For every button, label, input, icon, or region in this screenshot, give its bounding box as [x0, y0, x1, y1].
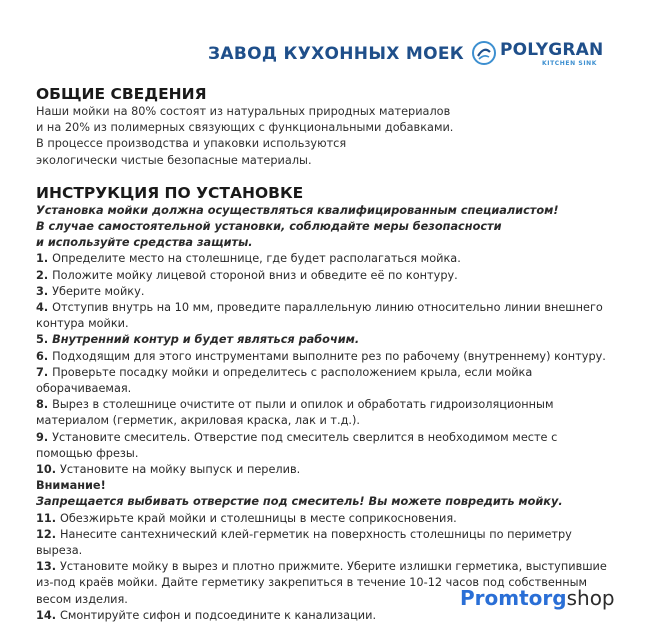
step-text: Положите мойку лицевой стороной вниз и обведите её по контуру.	[52, 268, 458, 282]
logo-sub-text: KITCHEN SINK	[542, 60, 598, 67]
promtorgshop-watermark: Promtorgshop	[460, 586, 615, 610]
step-number: 7.	[36, 365, 53, 379]
step-text: Проверьте посадку мойки и определитесь с расположением крыла, если мойка оборачиваемая.	[36, 365, 533, 396]
instruction-step	[36, 284, 616, 300]
step-text: Уберите мойку.	[52, 284, 145, 298]
instruction-step	[36, 349, 616, 365]
step-number: 2.	[36, 268, 53, 282]
step-text: Обезжирьте край мойки и столешницы в месте соприкосновения.	[59, 511, 457, 525]
warning-line: Установка мойки должна осуществляться квалифицированным специалистом!	[36, 203, 559, 217]
step-text: Установите на мойку выпуск и перелив.	[59, 463, 301, 477]
logo-main-text: POLYGRAN	[500, 40, 604, 60]
general-line: и на 20% из полимерных связующих с функциональными добавками.	[36, 121, 454, 135]
instruction-step	[36, 527, 616, 559]
instruction-step	[36, 365, 616, 397]
instruction-step	[36, 268, 616, 284]
step-number: 12.	[36, 527, 60, 541]
step-number: 11.	[36, 511, 60, 525]
step-number: 4.	[36, 301, 53, 315]
general-heading: ОБЩИЕ СВЕДЕНИЯ	[36, 85, 207, 103]
instruction-step	[36, 608, 616, 624]
step-text: Вырез в столешнице очистите от пыли и опилок и обработать гидроизоляционным материалом (герметик, акриловая краска, лак и т.д.).	[36, 398, 554, 428]
step-number: 13.	[36, 560, 60, 574]
step-number: 1.	[36, 252, 53, 266]
attention-text: Запрещается выбивать отверстие под смеситель! Вы можете повредить мойку.	[36, 495, 563, 509]
step-number: 5.	[36, 333, 53, 347]
step-text: Определите место на столешнице, где будет располагаться мойка.	[52, 252, 461, 266]
factory-title: ЗАВОД КУХОННЫХ МОЕК	[208, 44, 464, 64]
step-text: Внутренний контур и будет являться рабочим.	[52, 333, 360, 347]
install-warnings	[36, 203, 616, 252]
step-number: 3.	[36, 284, 53, 298]
step-text: Установите смеситель. Отверстие под смеситель сверлится в необходимом месте с помощью фрезы.	[36, 430, 558, 460]
general-line: В процессе производства и упаковки используются	[36, 137, 347, 151]
step-text: Отступив внутрь на 10 мм, проведите параллельную линию относительно линии внешнего контура мойки.	[36, 301, 603, 331]
instruction-step	[36, 251, 616, 267]
step-number: 8.	[36, 398, 53, 412]
step-text: Подходящим для этого инструментами выполните рез по рабочему (внутреннему) контуру.	[52, 349, 606, 363]
install-heading: ИНСТРУКЦИЯ ПО УСТАНОВКЕ	[36, 183, 304, 202]
document-header	[0, 36, 647, 76]
document-body	[36, 84, 616, 624]
instruction-step	[36, 300, 616, 332]
general-line: экологически чистые безопасные материалы.	[36, 153, 312, 167]
general-text	[36, 104, 616, 169]
attention-title: Внимание!	[36, 479, 106, 493]
warning-line: и используйте средства защиты.	[36, 236, 253, 250]
general-line: Наши мойки на 80% состоят из натуральных природных материалов	[36, 105, 451, 118]
step-number: 9.	[36, 430, 53, 444]
step-number: 10.	[36, 463, 60, 477]
instruction-step	[36, 397, 616, 429]
instruction-step	[36, 462, 616, 478]
step-text: Нанесите сантехнический клей-герметик на поверхность столешницы по периметру выреза.	[36, 527, 572, 558]
polygran-logo	[472, 38, 632, 74]
warning-line: В случае самостоятельной установки, соблюдайте меры безопасности	[36, 220, 502, 234]
sink-drop-icon	[472, 40, 496, 66]
step-number: 6.	[36, 349, 53, 363]
step-text: Смонтируйте сифон и подсоедините к канализации.	[59, 608, 377, 622]
install-steps	[36, 251, 616, 478]
instruction-step	[36, 332, 616, 348]
step-text: Установите мойку в вырез и плотно прижмите. Уберите излишки герметика, выступившие из-под краёв мойки. Дайте герметику закрепиться в течение 10-12 часов под собственным весом изделия.	[36, 560, 607, 606]
instruction-step	[36, 511, 616, 527]
instruction-step	[36, 430, 616, 462]
step-number: 14.	[36, 608, 60, 622]
